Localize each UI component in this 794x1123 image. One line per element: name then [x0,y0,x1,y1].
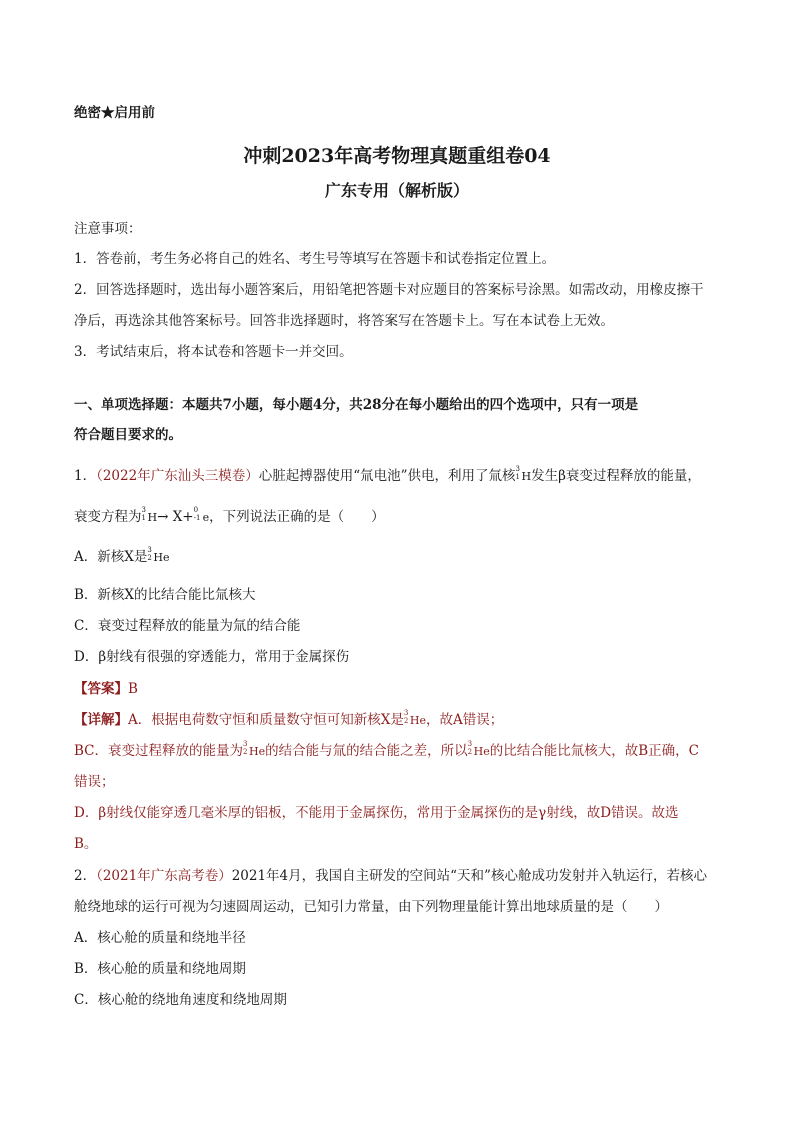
secret-label: 绝密★启用前 [74,105,155,121]
q1-detail-d-cont: B。 [74,836,98,852]
q1-option-c: C．衰变过程释放的能量为氚的结合能 [74,618,301,634]
helium-isotope: 3 2 He [243,740,266,758]
q1-stem [74,467,724,486]
q2-stem-cont: 舱绕地球的运行可视为匀速圆周运动，已知引力常量，由下列物理量能计算出地球质量的是（ ） [74,899,668,915]
q1-detail-d: D．β射线仅能穿透几毫米厚的铝板，不能用于金属探伤，常用于金属探伤的是γ射线，故D错误。故选 [74,805,679,821]
q2-stem: 2．（2021年广东高考卷）2021年4月，我国自主研发的空间站“天和”核心舱成功发射并入轨运行，若核心 [74,868,707,884]
helium-isotope: 3 2 He [467,740,490,758]
helium-isotope: 3 2 He [403,709,426,727]
q1-equation: 衰变方程为 3 1 H→ X+ 0 -1 e，下列说法正确的是（ ） [74,506,385,525]
q1-answer: 【答案】B [74,681,138,697]
q2-option-c: C．核心舱的绕地角速度和绕地周期 [74,992,287,1008]
q1-stem-text: 心脏起搏器使用“氚电池”供电，利用了氚核 [258,468,516,484]
notes-heading: 注意事项： [74,221,142,237]
equation-arrow: → X+ [157,509,194,525]
page-subtitle: 广东专用（解析版） [324,181,469,200]
notes-item: 1．答卷前，考生务必将自己的姓名、考生号等填写在答题卡和试卷指定位置上。 [74,251,556,267]
q1-source: （2022年广东汕头三模卷） [96,468,259,484]
helium-isotope: 3 2 He [147,546,170,564]
q1-option-b: B．新核X的比结合能比氚核大 [74,587,256,603]
q1-option-d: D．β射线有很强的穿透能力，常用于金属探伤 [74,649,350,665]
notes-item: 2．回答选择题时，选出每小题答案后，用铅笔把答题卡对应题目的答案标号涂黑。如需改动，用橡皮擦干 [74,282,704,298]
section-heading-cont: 符合题目要求的。 [74,427,182,443]
q1-option-a: A．新核X是 3 2 He [74,546,170,565]
q1-stem-text-2: 发生β衰变过程释放的能量， [531,468,701,484]
q1-detail-a: 【详解】A．根据电荷数守恒和质量数守恒可知新核X是 3 2 He，故A错误； [74,709,504,728]
q2-source: （2021年广东高考卷） [96,868,232,884]
q1-detail-bc-cont: 错误； [74,774,115,790]
q1-detail-bc: BC．衰变过程释放的能量为 3 2 He的结合能与氚的结合能之差，所以 3 2 He的比结合能比氚核大，故B正确，C [74,740,699,759]
page-title: 冲刺2023年高考物理真题重组卷04 [243,145,551,167]
section-heading: 一、单项选择题：本题共7小题，每小题4分，共28分在每小题给出的四个选项中，只有一项是 [74,397,639,413]
q1-number: 1． [74,468,97,484]
q2-option-b: B．核心舱的质量和绕地周期 [74,961,246,977]
q2-option-a: A．核心舱的质量和绕地半径 [74,930,246,946]
notes-item: 3．考试结束后，将本试卷和答题卡一并交回。 [74,344,353,360]
tritium-isotope: 3 1 H [141,506,158,524]
electron-symbol: 0 -1 e [193,506,210,524]
tritium-isotope: 3 1 H [515,465,532,483]
notes-item: 净后，再选涂其他答案标号。回答非选择题时，将答案写在答题卡上。写在本试卷上无效。 [74,313,614,329]
